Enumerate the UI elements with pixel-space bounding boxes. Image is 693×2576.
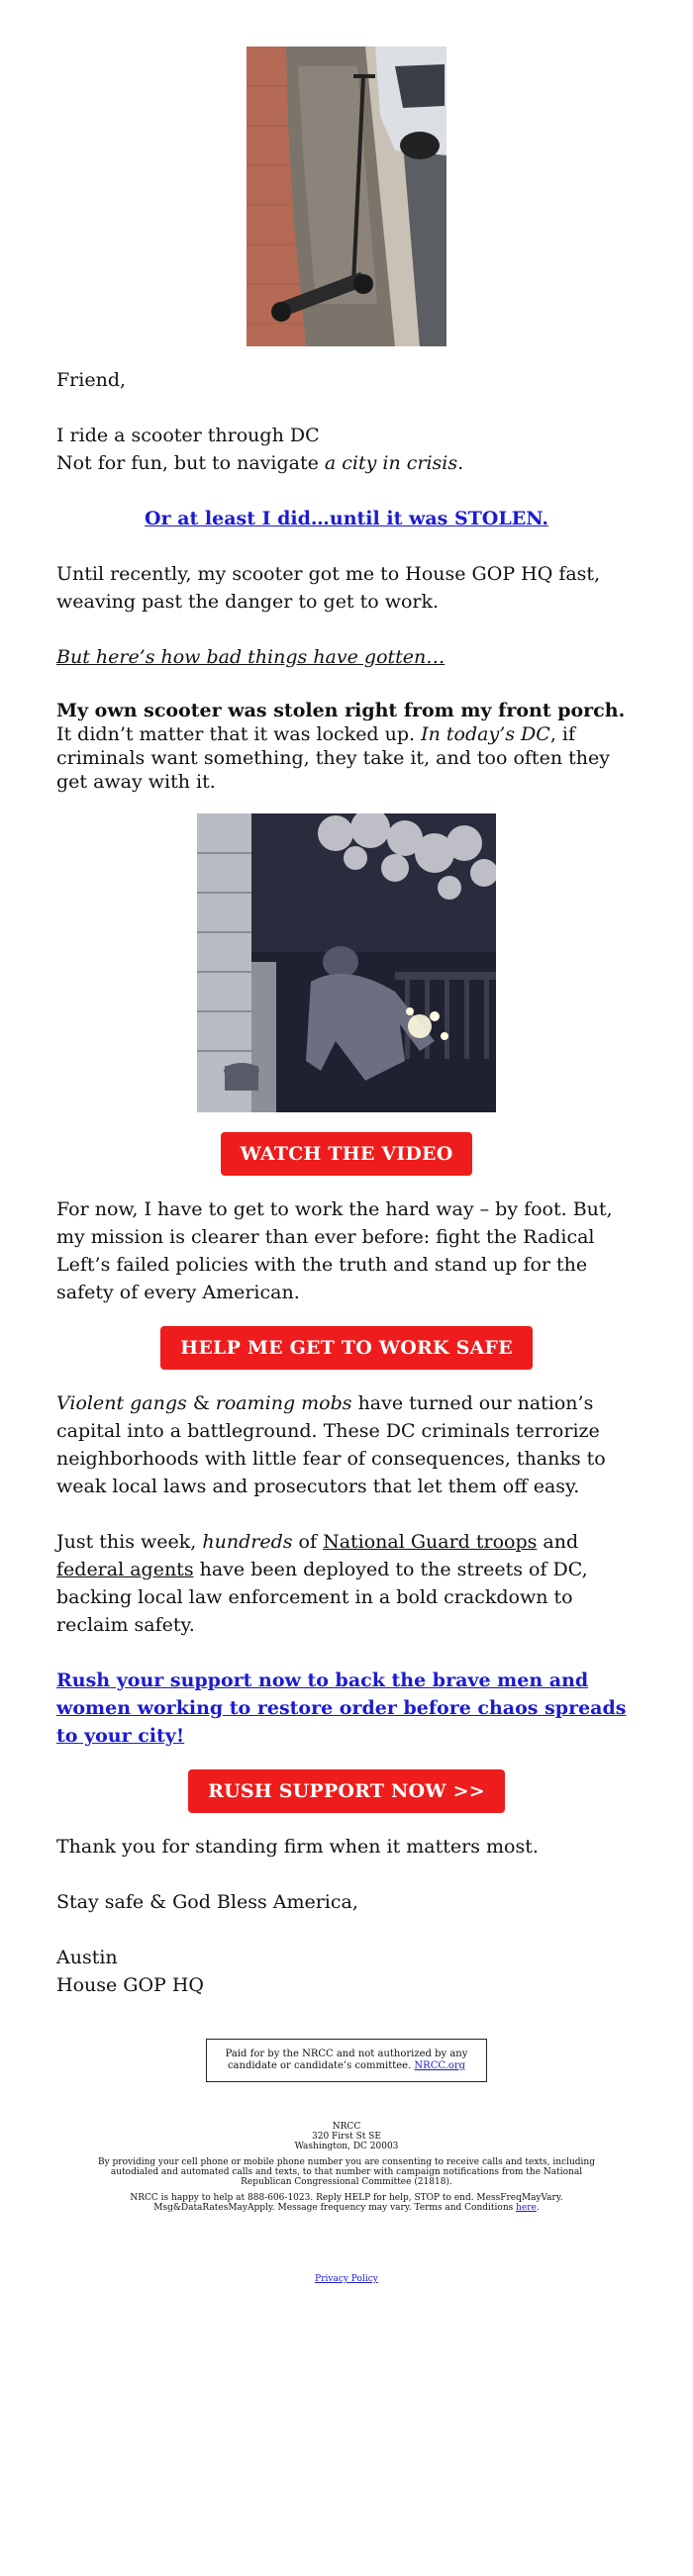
para-bad-things bbox=[56, 643, 637, 671]
footer-help-text: NRCC is happy to help at 888-606-1023. Reply HELP for help, STOP to end. MessFreqMayVary. Msg&DataRatesMayApply. Message frequency may vary. Terms and Conditions bbox=[130, 2193, 563, 2213]
disclaimer-text: Paid for by the NRCC and not authorized by any candidate or candidate’s committee. bbox=[225, 2049, 468, 2071]
scooter-sidewalk-photo bbox=[247, 47, 446, 346]
intro-city-in-crisis: a city in crisis bbox=[324, 452, 458, 474]
intro-line-2 bbox=[56, 449, 637, 477]
stolen-bold: My own scooter was stolen right from my front porch. bbox=[56, 700, 626, 721]
week-text-2: of bbox=[292, 1531, 324, 1553]
help-get-to-work-button[interactable]: HELP ME GET TO WORK SAFE bbox=[160, 1326, 533, 1370]
watch-video-button[interactable]: WATCH THE VIDEO bbox=[221, 1132, 473, 1176]
national-guard-link[interactable]: National Guard troops bbox=[323, 1531, 538, 1553]
gangs-italic-1: Violent gangs bbox=[56, 1392, 187, 1414]
para-violent-gangs bbox=[56, 1389, 637, 1500]
rush-support-link[interactable]: Rush your support now to back the brave men and women working to restore order before chaos spreads to your city! bbox=[56, 1670, 627, 1747]
footer-city: Washington, DC 20003 bbox=[294, 2142, 399, 2151]
week-italic: hundreds bbox=[202, 1531, 293, 1553]
gangs-italic-2: roaming mobs bbox=[215, 1392, 352, 1414]
terms-here-link[interactable]: here bbox=[516, 2203, 537, 2213]
thanks-line: Thank you for standing firm when it matters most. bbox=[56, 1836, 539, 1858]
email-body bbox=[56, 47, 637, 2284]
privacy-policy-link[interactable]: Privacy Policy bbox=[315, 2274, 378, 2284]
bad-things-text: But here’s how bad things have gotten… bbox=[56, 646, 446, 668]
stolen-text-2: , if criminals want something, they take it, and too often they get away with it. bbox=[56, 723, 610, 793]
signature-name: Austin bbox=[56, 1947, 118, 1968]
week-text-3: and bbox=[537, 1531, 579, 1553]
para-this-week bbox=[56, 1528, 637, 1639]
footer-org: NRCC bbox=[332, 2122, 361, 2132]
greeting: Friend, bbox=[56, 369, 127, 391]
porch-camera-photo bbox=[197, 813, 496, 1112]
paid-for-disclaimer bbox=[206, 2039, 487, 2082]
intro-line-2-suffix: . bbox=[457, 452, 464, 474]
stolen-link[interactable]: Or at least I did…until it was STOLEN. bbox=[145, 508, 548, 529]
nrcc-org-link[interactable]: NRCC.org bbox=[414, 2060, 466, 2071]
week-text-4: have been deployed to the streets of DC, backing local law enforcement in a bold crackdown to reclaim safety. bbox=[56, 1559, 588, 1636]
para-by-foot: For now, I have to get to work the hard way – by foot. But, my mission is clearer than ever before: fight the Radical Left’s failed policies with the truth and stand up for the safety of every American. bbox=[56, 1198, 613, 1303]
stolen-text-1: It didn’t matter that it was locked up. bbox=[56, 723, 422, 745]
gangs-rest: have turned our nation’s capital into a battleground. These DC criminals terrorize neighborhoods with little fear of consequences, thanks to weak local laws and prosecutors that let them off easy. bbox=[56, 1392, 606, 1497]
federal-agents-link[interactable]: federal agents bbox=[56, 1559, 194, 1580]
intro-line-2-prefix: Not for fun, but to navigate bbox=[56, 452, 325, 474]
rush-support-button[interactable]: RUSH SUPPORT NOW >> bbox=[188, 1769, 505, 1813]
footer-street: 320 First St SE bbox=[312, 2132, 381, 2142]
week-text-1: Just this week, bbox=[56, 1531, 203, 1553]
stolen-italic: In today’s DC bbox=[421, 723, 550, 745]
intro-line-1: I ride a scooter through DC bbox=[56, 425, 320, 446]
footer-help-end: . bbox=[536, 2203, 540, 2213]
para-scooter-stolen bbox=[56, 699, 637, 794]
gangs-amp: & bbox=[186, 1392, 216, 1414]
signature-org: House GOP HQ bbox=[56, 1974, 205, 1996]
para-until-recently: Until recently, my scooter got me to House GOP HQ fast, weaving past the danger to get to work. bbox=[56, 563, 601, 613]
footer-help bbox=[56, 2193, 637, 2213]
footer-consent: By providing your cell phone or mobile phone number you are consenting to receive calls and texts, including autodialed and automated calls and texts, to that number with campaign notifications from the National Republican Congressional Committee (21818). bbox=[97, 2157, 595, 2187]
stay-safe-line: Stay safe & God Bless America, bbox=[56, 1891, 358, 1913]
footer bbox=[56, 2122, 637, 2284]
